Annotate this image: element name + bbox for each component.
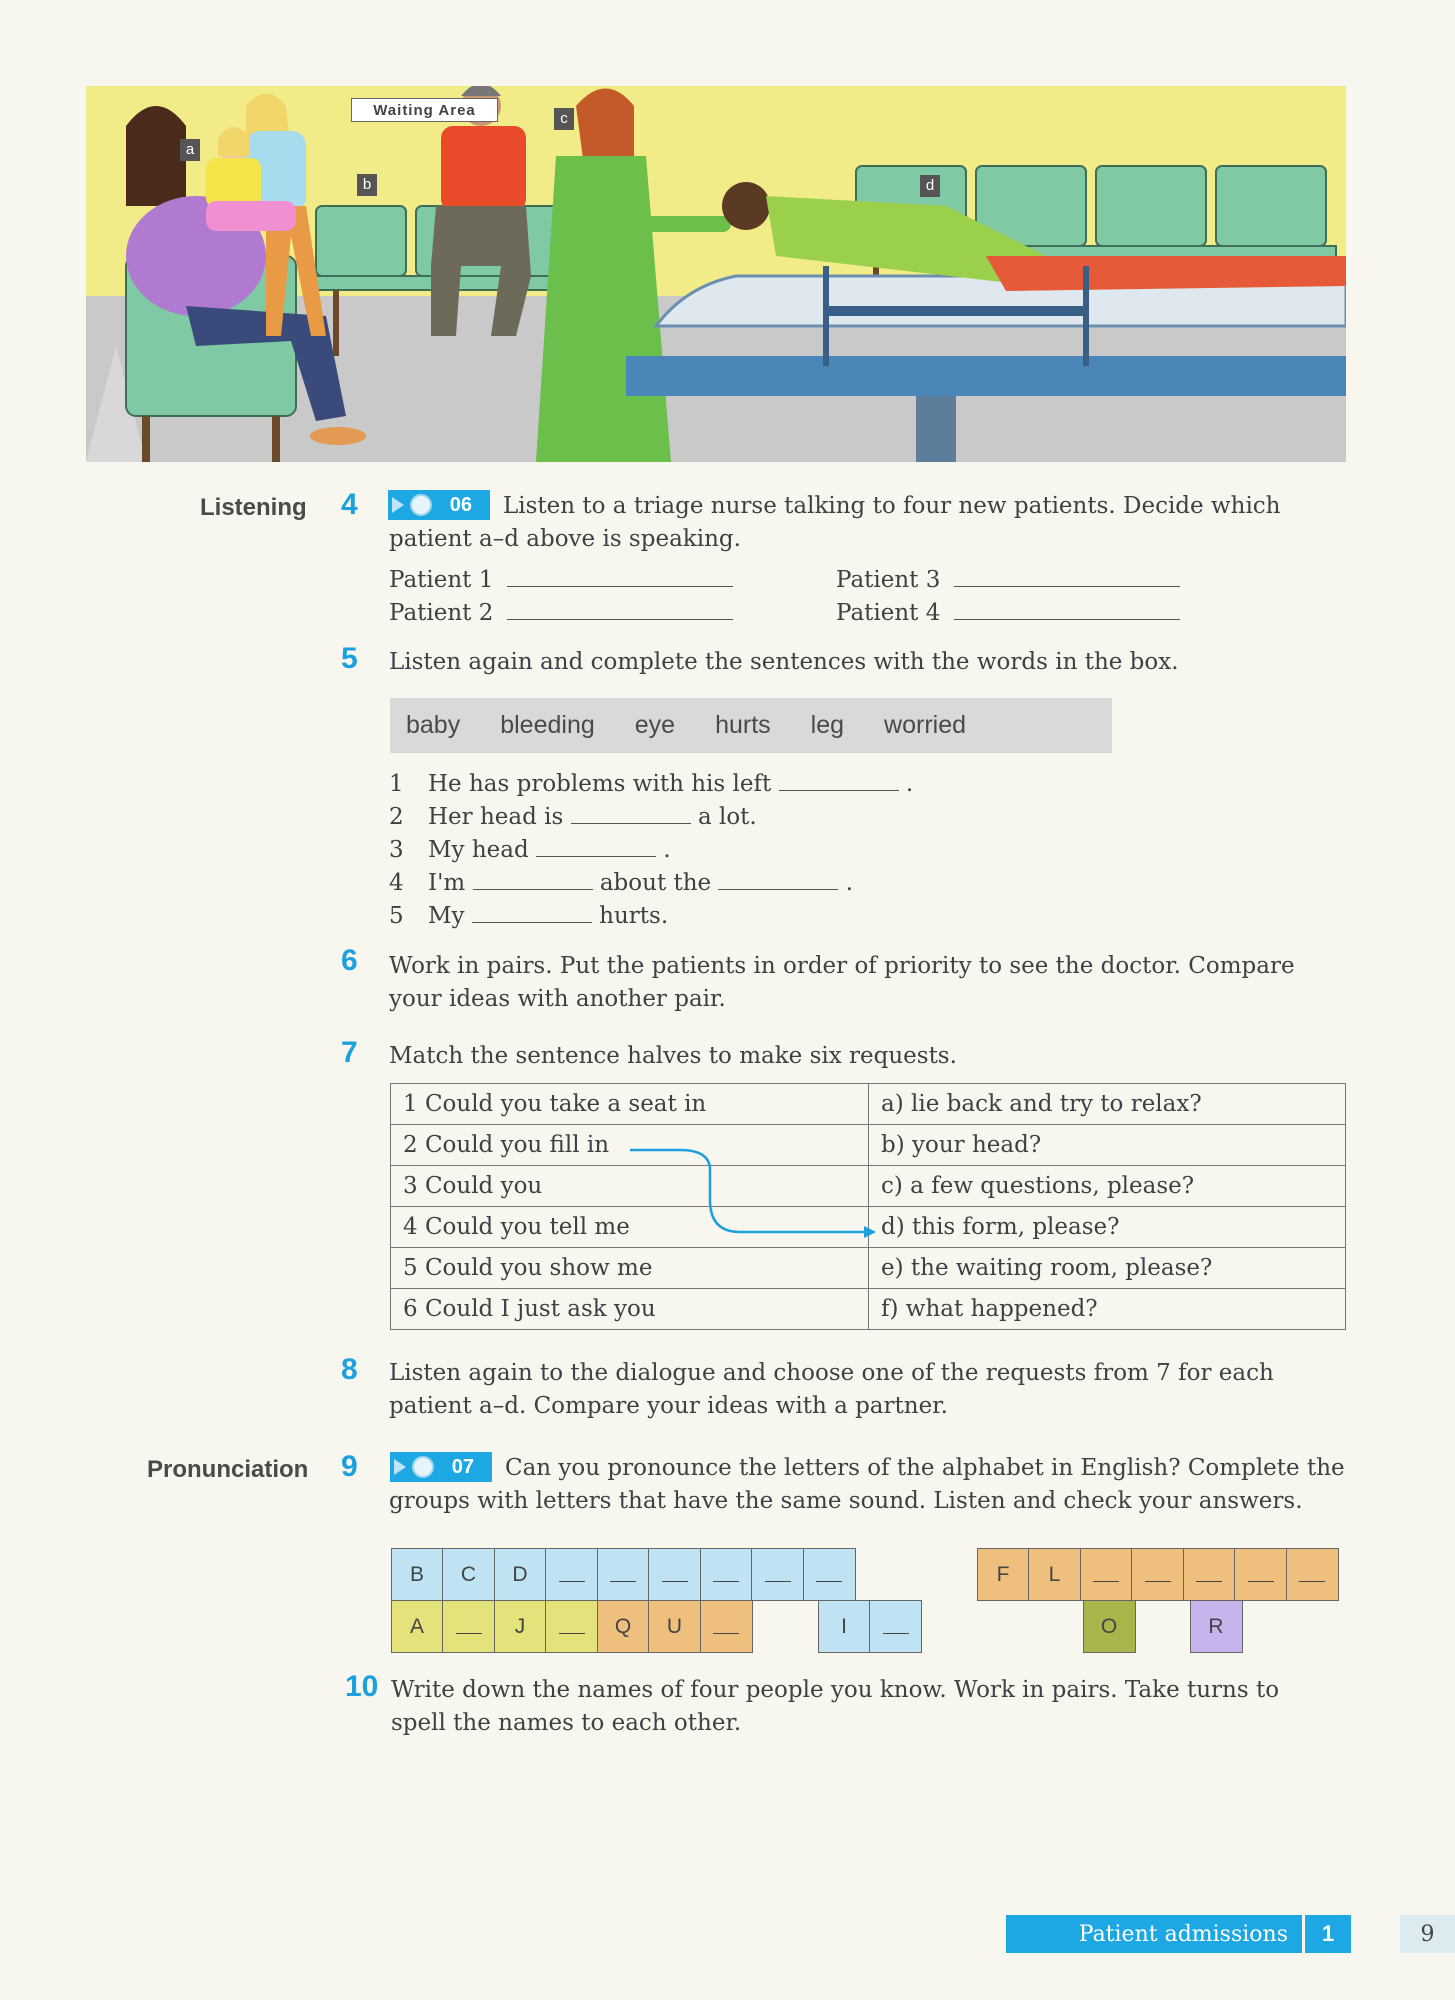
footer-unit-banner [1006,1915,1302,1953]
cd-icon [412,1456,434,1478]
page-number: 9 [1400,1915,1455,1953]
word-bleeding: bleeding [500,711,595,739]
item-end: . [845,870,854,896]
letter-group-yellow [392,1600,753,1653]
audio-track-06[interactable] [388,490,490,520]
track-number: 06 [449,493,472,516]
right-half[interactable]: e) the waiting room, please? [869,1248,1346,1289]
ex5-instruction: Listen again and complete the sentences with the words in the box. [389,649,1179,675]
item-text: My [428,903,465,929]
example-match-arrow [620,1140,880,1240]
letter-cell: B [391,1548,444,1601]
word-box [390,698,1112,753]
ex7-instruction: Match the sentence halves to make six requests. [389,1043,957,1069]
left-half[interactable]: 6 Could I just ask you [391,1289,869,1330]
patient-3-line [836,564,1180,597]
ex6-line2: your ideas with another pair. [389,986,726,1012]
right-half[interactable]: a) lie back and try to relax? [869,1084,1346,1125]
section-pronunciation: Pronunciation [147,1456,309,1483]
item-blank[interactable] [536,856,656,857]
ex5-item-5 [389,900,668,933]
patient-4-line [836,597,1180,630]
letter-group-r [1191,1600,1243,1653]
letter-cell: O [1083,1600,1136,1653]
letter-blank[interactable] [803,1548,856,1601]
patient-1-line [389,564,733,597]
unit-title: Patient admissions [1078,1921,1288,1947]
ex8-line2: patient a–d. Compare your ideas with a partner. [389,1393,948,1419]
patient-4-blank[interactable] [954,619,1180,620]
item-text: Her head is [428,804,564,830]
letter-cell: Q [597,1600,650,1653]
item-number: 5 [389,903,404,929]
item-text-after: about the [599,870,712,896]
item-text: He has problems with his left [428,771,772,797]
ex5-item-3 [389,834,671,867]
right-half[interactable]: d) this form, please? [869,1207,1346,1248]
cd-icon [410,494,432,516]
patient-1-blank[interactable] [507,586,733,587]
patient-3-blank[interactable] [954,586,1180,587]
ex4-instruction-line2: patient a–d above is speaking. [389,526,741,552]
ex5-item-1 [389,768,913,801]
exercise-9-number: 9 [341,1450,358,1483]
letter-blank[interactable] [545,1600,598,1653]
letter-blank[interactable] [597,1548,650,1601]
illustration [86,86,1346,462]
waiting-room-scene [86,86,1346,462]
exercise-10-number: 10 [345,1670,379,1703]
play-icon [394,1459,406,1475]
patient-3-label: Patient 3 [836,567,941,593]
right-half[interactable]: b) your head? [869,1125,1346,1166]
ex10-line2: spell the names to each other. [391,1710,742,1736]
ex10-line1: Write down the names of four people you know. Work in pairs. Take turns to [391,1677,1280,1703]
item-blank[interactable] [571,823,691,824]
play-icon [392,497,404,513]
patient-2-line [389,597,733,630]
ex9-line1: Can you pronounce the letters of the alphabet in English? Complete the [505,1455,1345,1481]
ex9-line2: groups with letters that have the same sound. Listen and check your answers. [389,1488,1303,1514]
letter-cell: I [818,1600,871,1653]
left-half[interactable]: 5 Could you show me [391,1248,869,1289]
label-b: b [357,174,377,196]
left-half[interactable]: 2 Could you fill in [391,1125,869,1166]
patient-4-label: Patient 4 [836,600,941,626]
item-end: . [663,837,671,863]
label-c: c [554,108,574,130]
letter-cell: U [648,1600,701,1653]
letter-blank[interactable] [700,1548,753,1601]
item-text: My head [428,837,529,863]
word-hurts: hurts [715,711,771,739]
letter-group-i [819,1600,922,1653]
audio-track-07[interactable] [390,1452,492,1482]
ex5-item-2 [389,801,757,834]
item-blank[interactable] [472,922,592,923]
right-half[interactable]: f) what happened? [869,1289,1346,1330]
letter-blank[interactable] [1131,1548,1184,1601]
letter-cell: L [1028,1548,1081,1601]
item-number: 1 [389,771,404,797]
table-row [391,1084,1346,1125]
item-text-after: a lot. [697,804,757,830]
item-number: 2 [389,804,404,830]
label-a: a [180,139,200,161]
table-row [391,1248,1346,1289]
item-text-after: hurts. [599,903,669,929]
exercise-4-number: 4 [341,488,358,521]
letter-blank[interactable] [700,1600,753,1653]
letter-blank[interactable] [545,1548,598,1601]
patient-2-label: Patient 2 [389,600,494,626]
letter-blank[interactable] [1080,1548,1133,1601]
ex4-instruction-line1: Listen to a triage nurse talking to four new patients. Decide which [503,493,1281,519]
word-leg: leg [810,711,845,739]
left-half[interactable]: 4 Could you tell me [391,1207,869,1248]
ex5-item-4 [389,867,853,900]
item-number: 4 [389,870,404,896]
letter-blank[interactable] [869,1600,922,1653]
table-row [391,1289,1346,1330]
exercise-7-number: 7 [341,1036,358,1069]
patient-1-label: Patient 1 [389,567,494,593]
waiting-area-sign: Waiting Area [351,98,498,122]
track-number: 07 [451,1455,474,1478]
letter-blank[interactable] [442,1600,495,1653]
letter-cell: R [1190,1600,1243,1653]
letter-cell: J [494,1600,547,1653]
letter-cell: C [442,1548,495,1601]
left-half[interactable]: 1 Could you take a seat in [391,1084,869,1125]
exercise-8-number: 8 [341,1353,358,1386]
patient-2-blank[interactable] [507,619,733,620]
left-half[interactable]: 3 Could you [391,1166,869,1207]
item-blank[interactable] [473,889,593,890]
letter-group-blue [392,1548,856,1601]
right-half[interactable]: c) a few questions, please? [869,1166,1346,1207]
letter-blank[interactable] [648,1548,701,1601]
exercise-6-number: 6 [341,944,358,977]
letter-cell: D [494,1548,547,1601]
ex6-line1: Work in pairs. Put the patients in order of priority to see the doctor. Compare [389,953,1295,979]
letter-blank[interactable] [1286,1548,1339,1601]
ex8-line1: Listen again to the dialogue and choose one of the requests from 7 for each [389,1360,1274,1386]
item-blank[interactable] [779,790,899,791]
letter-group-orange [978,1548,1339,1601]
item-end: . [905,771,914,797]
word-baby: baby [406,711,461,739]
letter-blank[interactable] [1183,1548,1236,1601]
letter-blank[interactable] [1234,1548,1287,1601]
word-worried: worried [884,711,967,739]
item-blank-2[interactable] [718,889,838,890]
item-number: 3 [389,837,404,863]
letter-group-o [1084,1600,1136,1653]
word-eye: eye [634,711,676,739]
item-text: I'm [428,870,466,896]
letter-cell: F [977,1548,1030,1601]
unit-number: 1 [1305,1915,1351,1953]
label-d: d [920,175,940,197]
letter-blank[interactable] [751,1548,804,1601]
exercise-5-number: 5 [341,642,358,675]
letter-cell: A [391,1600,444,1653]
section-listening: Listening [200,494,307,521]
